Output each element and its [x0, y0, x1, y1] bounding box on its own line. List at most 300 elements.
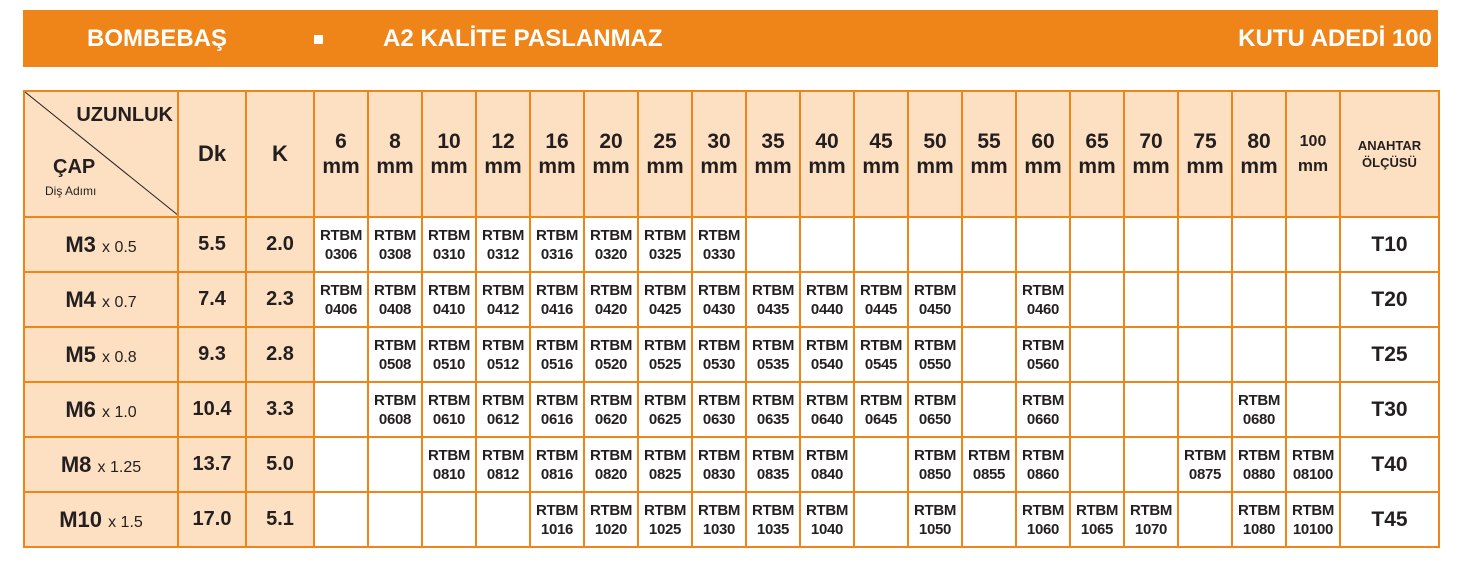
product-code — [423, 281, 475, 319]
length-value: 10 — [437, 130, 461, 153]
product-code-number: 1040 — [810, 520, 844, 538]
product-code-prefix: RTBM — [913, 336, 957, 354]
length-header-text — [1017, 129, 1069, 179]
material-grade: A2 KALİTE PASLANMAZ — [383, 25, 663, 52]
length-header-text — [1071, 129, 1123, 179]
code-cell — [1016, 437, 1070, 492]
product-code — [477, 336, 529, 374]
length-unit: mm — [1240, 155, 1278, 178]
code-cell — [638, 382, 692, 437]
product-code-number: 0650 — [918, 410, 952, 428]
code-cell — [854, 272, 908, 327]
product-code-number: 0560 — [1026, 355, 1060, 373]
code-cell — [314, 492, 368, 547]
product-code-number: 0616 — [540, 410, 574, 428]
k-cell — [246, 217, 314, 272]
product-code — [639, 501, 691, 539]
header-row — [24, 91, 1439, 217]
product-code-number: 1020 — [594, 520, 628, 538]
table-row-m10 — [24, 492, 1439, 547]
length-header-text — [801, 129, 853, 179]
product-code — [747, 501, 799, 539]
dk-value: 17.0 — [192, 508, 232, 530]
code-cell — [584, 492, 638, 547]
thread-pitch: x 1.5 — [108, 513, 143, 531]
code-cell — [422, 492, 476, 547]
code-cell — [584, 217, 638, 272]
key-size-cell — [1340, 327, 1439, 382]
code-cell — [692, 272, 746, 327]
product-code-prefix: RTBM — [481, 281, 525, 299]
product-code-prefix: RTBM — [913, 391, 957, 409]
key-size-value: T25 — [1371, 342, 1408, 366]
code-cell — [908, 272, 962, 327]
length-unit: mm — [430, 155, 468, 178]
product-code-number: 0310 — [432, 245, 466, 263]
length-header-text — [585, 129, 637, 179]
product-code — [1125, 501, 1177, 539]
product-code — [369, 336, 421, 374]
product-code — [855, 281, 907, 319]
k-header — [246, 91, 314, 217]
product-table — [23, 90, 1440, 548]
product-code-number: 0530 — [702, 355, 736, 373]
product-code — [693, 281, 745, 319]
code-cell — [854, 327, 908, 382]
table-row-m6 — [24, 382, 1439, 437]
product-code — [1233, 501, 1285, 539]
dk-cell — [178, 217, 246, 272]
product-code-number: 0680 — [1242, 410, 1276, 428]
product-code-prefix: RTBM — [643, 226, 687, 244]
code-cell — [638, 437, 692, 492]
product-code-prefix: RTBM — [805, 336, 849, 354]
length-value: 70 — [1139, 130, 1163, 153]
product-code-prefix: RTBM — [1021, 281, 1065, 299]
product-code-number: 0855 — [972, 465, 1006, 483]
product-code-number: 0816 — [540, 465, 574, 483]
product-code-prefix: RTBM — [967, 446, 1011, 464]
code-cell — [476, 327, 530, 382]
code-cell — [422, 327, 476, 382]
length-value: 45 — [869, 130, 893, 153]
code-cell — [1178, 382, 1232, 437]
code-cell — [1124, 437, 1178, 492]
product-code-prefix: RTBM — [859, 336, 903, 354]
length-unit: mm — [484, 155, 522, 178]
length-header-20 — [584, 91, 638, 217]
code-cell — [908, 382, 962, 437]
code-cell — [692, 492, 746, 547]
product-code — [1179, 446, 1231, 484]
code-cell — [800, 492, 854, 547]
thread-size — [59, 507, 143, 532]
dk-value: 13.7 — [192, 453, 232, 475]
key-size-header-text — [1341, 137, 1438, 171]
product-code-prefix: RTBM — [643, 281, 687, 299]
code-cell — [1016, 272, 1070, 327]
length-header-80 — [1232, 91, 1286, 217]
size-cell — [24, 272, 178, 327]
product-code-prefix: RTBM — [535, 336, 579, 354]
length-header-text — [369, 129, 421, 179]
product-code — [531, 446, 583, 484]
code-cell — [1232, 437, 1286, 492]
product-code-prefix: RTBM — [697, 281, 741, 299]
length-value: 100 — [1299, 133, 1327, 150]
length-unit: mm — [754, 155, 792, 178]
code-cell — [1286, 217, 1340, 272]
code-cell — [854, 492, 908, 547]
dk-value: 10.4 — [192, 398, 232, 420]
code-cell — [314, 327, 368, 382]
code-cell — [746, 217, 800, 272]
thread-pitch: x 1.25 — [97, 458, 142, 476]
thread-size-name: M4 — [65, 286, 96, 312]
product-code-prefix: RTBM — [535, 226, 579, 244]
product-code-number: 0812 — [486, 465, 520, 483]
product-code-prefix: RTBM — [427, 226, 471, 244]
code-cell — [692, 437, 746, 492]
size-cell — [24, 492, 178, 547]
code-cell — [800, 437, 854, 492]
length-header-text — [1179, 129, 1231, 179]
product-code-number: 0620 — [594, 410, 628, 428]
product-code-number: 0516 — [540, 355, 574, 373]
product-code — [909, 336, 961, 374]
product-code — [1287, 446, 1339, 484]
code-cell — [962, 492, 1016, 547]
product-code-number: 0608 — [378, 410, 412, 428]
code-cell — [1286, 272, 1340, 327]
length-header-60 — [1016, 91, 1070, 217]
product-code-number: 0425 — [648, 300, 682, 318]
thread-pitch-label: Diş Adımı — [45, 184, 97, 198]
length-header-text — [1287, 130, 1339, 178]
product-code — [1071, 501, 1123, 539]
code-cell — [746, 492, 800, 547]
k-value: 2.3 — [266, 288, 294, 310]
length-unit: mm — [916, 155, 954, 178]
key-size-value: T45 — [1371, 507, 1408, 531]
code-cell — [422, 382, 476, 437]
product-code-prefix: RTBM — [1129, 501, 1173, 519]
thread-size-name: M5 — [65, 341, 96, 367]
product-code-prefix: RTBM — [805, 391, 849, 409]
product-code-prefix: RTBM — [1291, 446, 1335, 464]
length-header-text — [1125, 129, 1177, 179]
product-code-prefix: RTBM — [697, 336, 741, 354]
product-code-prefix: RTBM — [481, 391, 525, 409]
product-code-prefix: RTBM — [427, 446, 471, 464]
length-value: 60 — [1031, 130, 1055, 153]
size-cell — [24, 217, 178, 272]
product-code-prefix: RTBM — [373, 226, 417, 244]
product-code-prefix: RTBM — [535, 391, 579, 409]
product-code — [855, 391, 907, 429]
thread-pitch: x 0.8 — [102, 348, 137, 366]
product-code-number: 0540 — [810, 355, 844, 373]
product-code-number: 0630 — [702, 410, 736, 428]
product-code-prefix: RTBM — [319, 281, 363, 299]
code-cell — [1070, 327, 1124, 382]
product-code-prefix: RTBM — [697, 446, 741, 464]
product-code — [477, 226, 529, 264]
product-code-number: 0640 — [810, 410, 844, 428]
code-cell — [1124, 382, 1178, 437]
product-code-prefix: RTBM — [805, 501, 849, 519]
code-cell — [584, 437, 638, 492]
length-value: 50 — [923, 130, 947, 153]
code-cell — [1070, 437, 1124, 492]
product-code-number: 10100 — [1292, 520, 1334, 538]
length-header-50 — [908, 91, 962, 217]
product-code-prefix: RTBM — [1021, 336, 1065, 354]
product-code-number: 1065 — [1080, 520, 1114, 538]
product-code — [693, 391, 745, 429]
length-value: 30 — [707, 130, 731, 153]
code-cell — [1232, 327, 1286, 382]
product-code — [693, 501, 745, 539]
product-code-number: 0825 — [648, 465, 682, 483]
length-header-45 — [854, 91, 908, 217]
product-code-prefix: RTBM — [589, 226, 633, 244]
product-code-prefix: RTBM — [751, 391, 795, 409]
product-code-prefix: RTBM — [643, 391, 687, 409]
code-cell — [1070, 492, 1124, 547]
product-code-number: 0312 — [486, 245, 520, 263]
product-code — [801, 391, 853, 429]
corner-header — [24, 91, 178, 217]
code-cell — [1016, 217, 1070, 272]
code-cell — [1178, 217, 1232, 272]
code-cell — [800, 382, 854, 437]
code-cell — [368, 382, 422, 437]
product-code-number: 0510 — [432, 355, 466, 373]
product-code — [1287, 501, 1339, 539]
length-header-8 — [368, 91, 422, 217]
length-unit: mm — [592, 155, 630, 178]
product-code-number: 0835 — [756, 465, 790, 483]
code-cell — [422, 217, 476, 272]
code-cell — [1232, 217, 1286, 272]
key-size-cell — [1340, 272, 1439, 327]
product-code-prefix: RTBM — [1237, 501, 1281, 519]
product-code-number: 0625 — [648, 410, 682, 428]
code-cell — [314, 382, 368, 437]
dk-value: 5.5 — [198, 233, 226, 255]
product-code-prefix: RTBM — [643, 501, 687, 519]
product-code — [531, 391, 583, 429]
code-cell — [908, 492, 962, 547]
length-value: 75 — [1193, 130, 1217, 153]
code-cell — [530, 272, 584, 327]
key-size-line2: ÖLÇÜSÜ — [1362, 155, 1417, 170]
key-size-cell — [1340, 492, 1439, 547]
code-cell — [530, 437, 584, 492]
product-code-prefix: RTBM — [589, 336, 633, 354]
k-value: 5.0 — [266, 453, 294, 475]
square-bullet-icon — [314, 35, 323, 44]
product-code-number: 0450 — [918, 300, 952, 318]
product-code-prefix: RTBM — [1183, 446, 1227, 464]
length-unit: mm — [1297, 156, 1329, 175]
product-code — [585, 446, 637, 484]
product-code-number: 0406 — [324, 300, 358, 318]
product-code — [315, 281, 367, 319]
product-code-prefix: RTBM — [373, 281, 417, 299]
key-size-value: T30 — [1371, 397, 1408, 421]
product-code — [693, 336, 745, 374]
code-cell — [1124, 327, 1178, 382]
product-code-prefix: RTBM — [427, 336, 471, 354]
product-code-number: 0875 — [1188, 465, 1222, 483]
length-value: 80 — [1247, 130, 1271, 153]
table-row-m5 — [24, 327, 1439, 382]
code-cell — [746, 382, 800, 437]
code-cell — [1286, 492, 1340, 547]
code-cell — [476, 272, 530, 327]
code-cell — [1070, 272, 1124, 327]
thread-size — [61, 452, 141, 477]
thread-pitch: x 0.7 — [102, 293, 137, 311]
product-code-prefix: RTBM — [589, 501, 633, 519]
product-code-number: 1080 — [1242, 520, 1276, 538]
length-value: 35 — [761, 130, 785, 153]
code-cell — [422, 437, 476, 492]
key-size-cell — [1340, 382, 1439, 437]
length-header-text — [963, 129, 1015, 179]
product-code-prefix: RTBM — [697, 501, 741, 519]
length-header-12 — [476, 91, 530, 217]
product-code-prefix: RTBM — [859, 281, 903, 299]
code-cell — [368, 492, 422, 547]
product-code-prefix: RTBM — [805, 281, 849, 299]
dk-value: 7.4 — [198, 288, 226, 310]
product-code-number: 0460 — [1026, 300, 1060, 318]
length-unit: mm — [700, 155, 738, 178]
thread-pitch: x 1.0 — [102, 403, 137, 421]
product-code-number: 0860 — [1026, 465, 1060, 483]
product-code-number: 1060 — [1026, 520, 1060, 538]
code-cell — [908, 437, 962, 492]
length-value: 12 — [491, 130, 515, 153]
product-code — [909, 391, 961, 429]
key-size-line1: ANAHTAR — [1357, 138, 1422, 153]
code-cell — [476, 382, 530, 437]
product-code-number: 1035 — [756, 520, 790, 538]
product-code — [1233, 391, 1285, 429]
product-code — [369, 226, 421, 264]
product-code-number: 1030 — [702, 520, 736, 538]
code-cell — [1232, 272, 1286, 327]
length-value: 65 — [1085, 130, 1109, 153]
length-header-10 — [422, 91, 476, 217]
key-size-value: T40 — [1371, 452, 1408, 476]
key-size-header — [1340, 91, 1439, 217]
code-cell — [1178, 437, 1232, 492]
code-cell — [800, 272, 854, 327]
table-row-m8 — [24, 437, 1439, 492]
k-value: 2.0 — [266, 233, 294, 255]
code-cell — [692, 382, 746, 437]
product-code-number: 0520 — [594, 355, 628, 373]
product-code-prefix: RTBM — [481, 226, 525, 244]
code-cell — [368, 327, 422, 382]
product-code-prefix: RTBM — [373, 391, 417, 409]
product-code-prefix: RTBM — [481, 336, 525, 354]
product-code — [1233, 446, 1285, 484]
length-header-35 — [746, 91, 800, 217]
product-code — [747, 336, 799, 374]
code-cell — [746, 327, 800, 382]
length-unit: mm — [646, 155, 684, 178]
product-code-number: 0810 — [432, 465, 466, 483]
product-code — [801, 501, 853, 539]
length-value: 25 — [653, 130, 677, 153]
thread-size-name: M8 — [60, 451, 92, 477]
product-code — [477, 391, 529, 429]
product-code — [909, 446, 961, 484]
code-cell — [530, 217, 584, 272]
product-code — [639, 446, 691, 484]
product-code-prefix: RTBM — [751, 501, 795, 519]
product-code — [531, 336, 583, 374]
code-cell — [1286, 437, 1340, 492]
code-cell — [530, 492, 584, 547]
product-code — [747, 446, 799, 484]
dk-cell — [178, 437, 246, 492]
product-code-number: 0610 — [432, 410, 466, 428]
product-code-prefix: RTBM — [1021, 391, 1065, 409]
product-code — [585, 501, 637, 539]
code-cell — [1232, 492, 1286, 547]
product-code — [801, 336, 853, 374]
code-cell — [1124, 272, 1178, 327]
k-cell — [246, 327, 314, 382]
product-code-prefix: RTBM — [751, 281, 795, 299]
product-code-number: 1016 — [540, 520, 574, 538]
length-unit: mm — [376, 155, 414, 178]
product-code — [423, 446, 475, 484]
length-value: 16 — [545, 130, 569, 153]
product-code-number: 0660 — [1026, 410, 1060, 428]
product-code-prefix: RTBM — [1021, 446, 1065, 464]
product-code — [747, 391, 799, 429]
code-cell — [314, 272, 368, 327]
key-size-value: T10 — [1371, 232, 1408, 256]
product-code-number: 0512 — [486, 355, 520, 373]
code-cell — [476, 437, 530, 492]
k-cell — [246, 272, 314, 327]
product-code — [1017, 446, 1069, 484]
product-code — [909, 281, 961, 319]
product-code-number: 0508 — [378, 355, 412, 373]
product-code-number: 0408 — [378, 300, 412, 318]
product-code-number: 0325 — [648, 245, 682, 263]
length-header-text — [855, 129, 907, 179]
length-header-100 — [1286, 91, 1340, 217]
product-code — [639, 281, 691, 319]
product-code-prefix: RTBM — [751, 336, 795, 354]
code-cell — [1016, 492, 1070, 547]
product-code-prefix: RTBM — [589, 281, 633, 299]
code-cell — [422, 272, 476, 327]
code-cell — [692, 327, 746, 382]
length-value: 55 — [977, 130, 1001, 153]
product-code — [585, 226, 637, 264]
length-value: 20 — [599, 130, 623, 153]
